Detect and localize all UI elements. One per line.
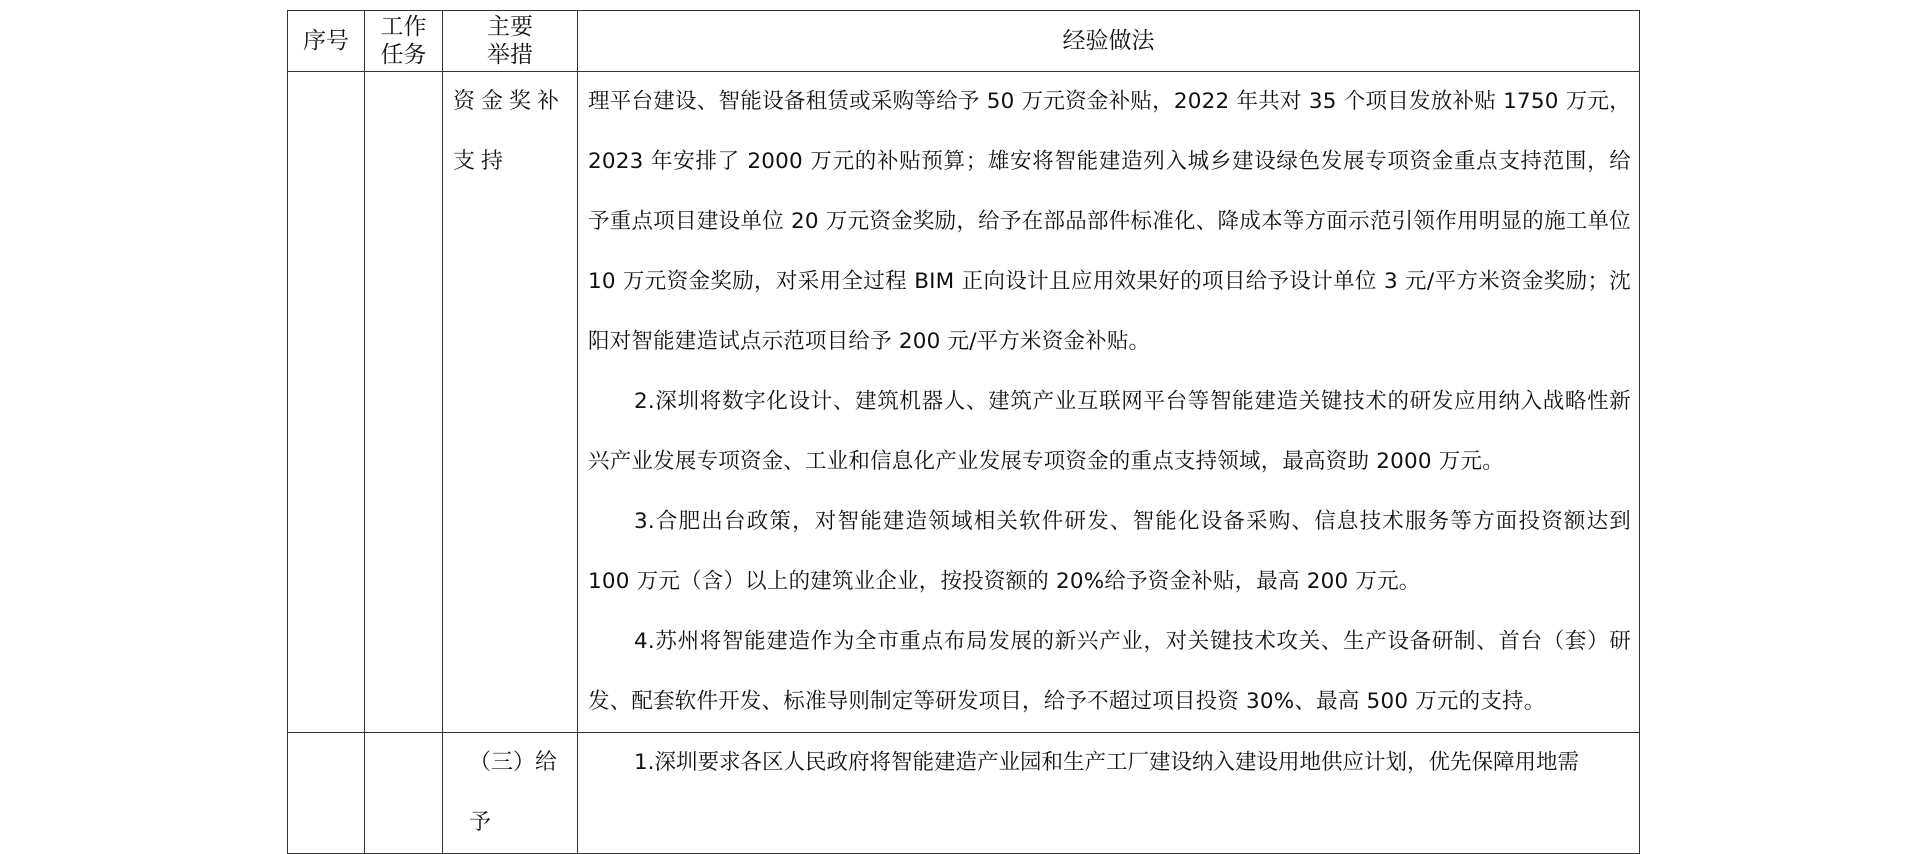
measure-text: 资金奖补支持 (453, 89, 566, 174)
practice-paragraph: 3.合肥出台政策，对智能建造领域相关软件研发、智能化设备采购、信息技术服务等方面投资额达到 100 万元（含）以上的建筑业企业，按投资额的 20%给予资金补贴，最高 200 万元。 (588, 509, 1631, 594)
practice-cell (578, 733, 1640, 854)
header-task-line2: 任务 (380, 42, 427, 68)
table-row (288, 733, 1640, 854)
practice-paragraph: 1.深圳要求各区人民政府将智能建造产业园和生产工厂建设纳入建设用地供应计划，优先保障用地需 (634, 750, 1580, 775)
header-seq: 序号 (288, 11, 365, 72)
header-task (365, 11, 443, 72)
header-practice: 经验做法 (578, 11, 1640, 72)
header-task-line1: 工作 (380, 14, 427, 40)
measure-cell (443, 72, 578, 733)
practice-cell (578, 72, 1640, 733)
seq-cell (288, 733, 365, 854)
header-measure-line1: 主要 (487, 14, 533, 40)
header-row (288, 11, 1640, 72)
header-measure-line2: 举措 (487, 42, 533, 68)
practice-paragraph: 4.苏州将智能建造作为全市重点布局发展的新兴产业，对关键技术攻关、生产设备研制、首台（套）研发、配套软件开发、标准导则制定等研发项目，给予不超过项目投资 30%、最高 500 万元的支持。 (588, 629, 1631, 714)
task-cell (365, 72, 443, 733)
table-row (288, 72, 1640, 733)
header-measure (443, 11, 578, 72)
practice-paragraph: 2.深圳将数字化设计、建筑机器人、建筑产业互联网平台等智能建造关键技术的研发应用纳入战略性新兴产业发展专项资金、工业和信息化产业发展专项资金的重点支持领域，最高资助 2000 万元。 (588, 389, 1631, 474)
measure-cell: （三）给予 (443, 733, 578, 854)
experience-table (287, 10, 1640, 854)
seq-cell (288, 72, 365, 733)
task-cell (365, 733, 443, 854)
practice-paragraph: 理平台建设、智能设备租赁或采购等给予 50 万元资金补贴，2022 年共对 35 个项目发放补贴 1750 万元，2023 年安排了 2000 万元的补贴预算；雄安将智能建造列入城乡建设绿色发展专项资金重点支持范围，给予重点项目建设单位 20 万元资金奖励，给予在部品部件标准化、降成本等方面示范引领作用明显的施工单位 10 万元资金奖励，对采用全过程 BIM 正向设计且应用效果好的项目给予设计单位 3 元/平方米资金奖励；沈阳对智能建造试点示范项目给予 200 元/平方米资金补贴。 (588, 89, 1631, 354)
